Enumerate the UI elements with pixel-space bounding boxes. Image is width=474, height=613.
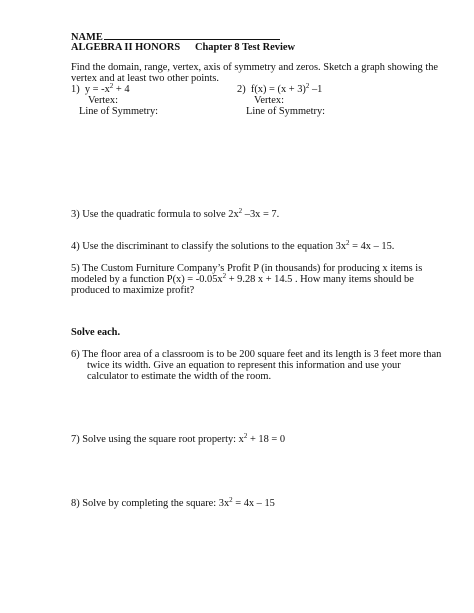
q2-vertex-label: Vertex: — [254, 95, 285, 106]
q6-line-1: 6) The floor area of a classroom is to be 200 square feet and its length is 3 feet more than — [71, 349, 442, 360]
q5-line-1: 5) The Custom Furniture Company’s Profit P (in thousands) for producing x items is — [71, 263, 423, 274]
q1-line-of-symmetry-label: Line of Symmetry: — [79, 106, 159, 117]
instructions-line-1: Find the domain, range, vertex, axis of symmetry and zeros. Sketch a graph showing the — [71, 62, 439, 73]
q6-line-2: twice its width. Give an equation to represent this information and use your — [87, 360, 401, 371]
q4-text: 4) Use the discriminant to classify the solutions to the equation $3x^2 = 4x - 15$. — [71, 239, 395, 252]
q1-number: 1) — [71, 84, 80, 95]
course-title: ALGEBRA II HONORS — [71, 42, 181, 53]
q8-text: 8) Solve by completing the square: $3x^2 = 4x - 15$ — [71, 496, 275, 509]
q7-text: 7) Solve using the square root property: $x^2 + 18 = 0$ — [71, 432, 286, 445]
section-heading: Solve each. — [71, 327, 121, 338]
q2-number: 2) — [237, 84, 246, 95]
q5-line-3: produced to maximize profit? — [71, 285, 195, 296]
page-title: Chapter 8 Test Review — [195, 42, 295, 53]
q3-text: 3) Use the quadratic formula to solve $2x^2$ –3x = 7. — [71, 207, 280, 220]
q5-line-2: modeled by a function $P(x) = -0.05x^2 + 9.28$ x + 14.5 . How many items should be — [71, 272, 414, 285]
q1-equation: 1) $y = -x^2 + 4$ — [71, 82, 130, 95]
instructions-line-2: vertex and at least two other points. — [71, 73, 220, 84]
q6-line-3: calculator to estimate the width of the room. — [87, 371, 272, 382]
q2-equation: 2) $f(x) = (x + 3)^2$ –1 — [237, 82, 323, 95]
q1-vertex-label: Vertex: — [88, 95, 119, 106]
q2-line-of-symmetry-label: Line of Symmetry: — [246, 106, 326, 117]
name-underline — [104, 31, 280, 40]
name-label: NAME — [71, 32, 103, 43]
